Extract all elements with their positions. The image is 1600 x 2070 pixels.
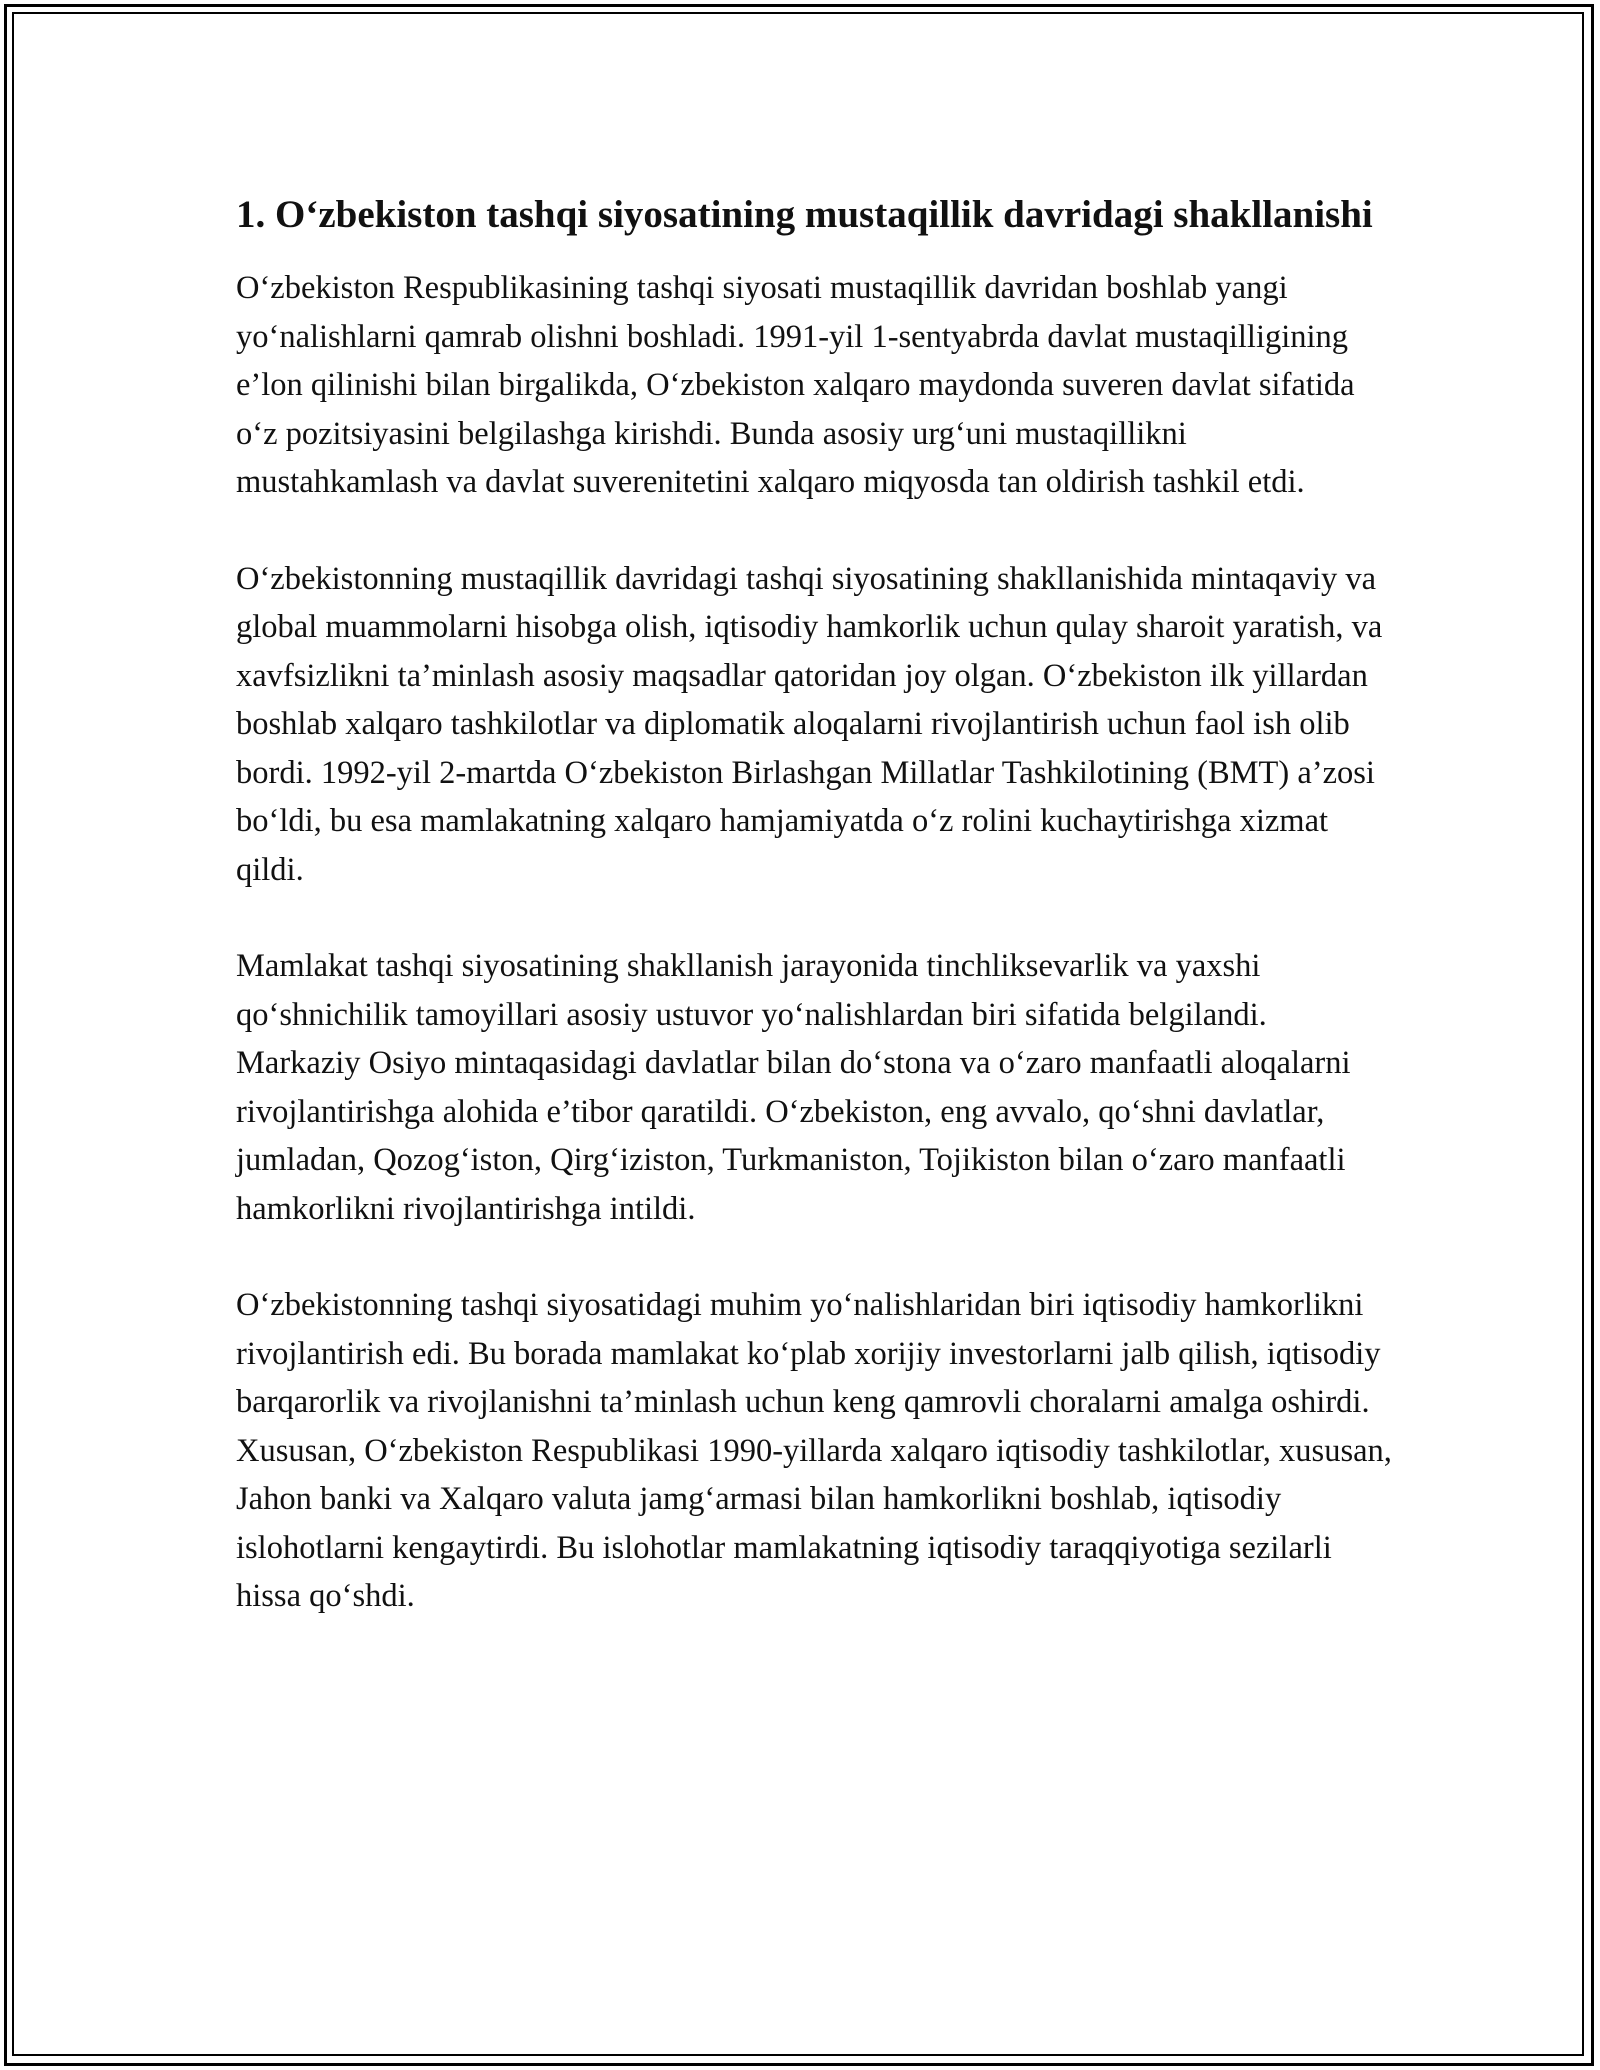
- paragraph-3: Mamlakat tashqi siyosatining shakllanish jarayonida tinchliksevarlik va yaxshi qo‘shnichilik tamoyillari asosiy ustuvor yo‘nalishlardan biri sifatida belgilandi. Markaziy Osiyo mintaqasidagi davlatlar bilan do‘stona va o‘zaro manfaatli aloqalarni rivojlantirishga alohida e’tibor qaratildi. O‘zbekiston, eng avvalo, qo‘shni davlatlar, jumladan, Qozog‘iston, Qirg‘iziston, Turkmaniston, Tojikiston bilan o‘zaro manfaatli hamkorlikni rivojlantirishga intildi.: [236, 948, 1351, 1227]
- paragraph-2: O‘zbekistonning mustaqillik davridagi tashqi siyosatining shakllanishida mintaqaviy va global muammolarni hisobga olish, iqtisodiy hamkorlik uchun qulay sharoit yaratish, va xavfsizlikni ta’minlash asosiy maqsadlar qatoridan joy olgan. O‘zbekiston ilk yillardan boshlab xalqaro tashkilotlar va diplomatik aloqalarni rivojlantirish uchun faol ish olib bordi. 1992-yil 2-martda O‘zbekiston Birlashgan Millatlar Tashkilotining (BMT) a’zosi bo‘ldi, bu esa mamlakatning xalqaro hamjamiyatda o‘z rolini kuchaytirishga xizmat qildi.: [236, 560, 1383, 888]
- document-page: [236, 188, 1396, 1621]
- section-title: 1. O‘zbekiston tashqi siyosatining mustaqillik davridagi shakllanishi: [236, 193, 1373, 236]
- paragraph-1: O‘zbekiston Respublikasining tashqi siyosati mustaqillik davridan boshlab yangi yo‘nalishlarni qamrab olishni boshladi. 1991-yil 1-sentyabrda davlat mustaqilligining e’lon qilinishi bilan birgalikda, O‘zbekiston xalqaro maydonda suveren davlat sifatida o‘z pozitsiyasini belgilashga kirishdi. Bunda asosiy urg‘uni mustaqillikni mustahkamlash va davlat suverenitetini xalqaro miqyosda tan oldirish tashkil etdi.: [236, 270, 1355, 500]
- paragraph-4: O‘zbekistonning tashqi siyosatidagi muhim yo‘nalishlaridan biri iqtisodiy hamkorlikni rivojlantirish edi. Bu borada mamlakat ko‘plab xorijiy investorlarni jalb qilish, iqtisodiy barqarorlik va rivojlanishni ta’minlash uchun keng qamrovli choralarni amalga oshirdi. Xususan, O‘zbekiston Respublikasi 1990-yillarda xalqaro iqtisodiy tashkilotlar, xususan, Jahon banki va Xalqaro valuta jamg‘armasi bilan hamkorlikni boshlab, iqtisodiy islohotlarni kengaytirdi. Bu islohotlar mamlakatning iqtisodiy taraqqiyotiga sezilarli hissa qo‘shdi.: [236, 1287, 1392, 1614]
